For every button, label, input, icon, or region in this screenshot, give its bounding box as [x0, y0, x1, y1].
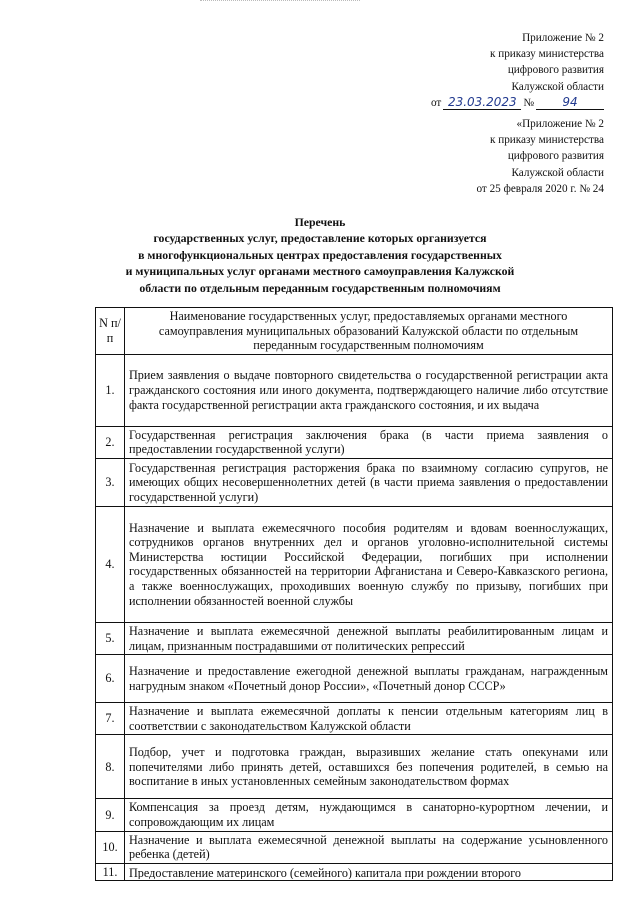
row-service: Компенсация за проезд детям, нуждающимся в санаторно-курортном лечении, и сопровождающим их лицам: [125, 799, 613, 831]
table-row: [96, 831, 613, 863]
table-row: [96, 354, 613, 426]
row-service: [125, 863, 613, 881]
previous-order-block: [392, 116, 604, 197]
row-service: Государственная регистрация заключения брака (в части приема заявления о предоставлении государственной услуги): [125, 426, 613, 458]
order-line: цифрового развития: [507, 150, 604, 163]
row-service: Прием заявления о выдаче повторного свидетельства о государственной регистрации акта гражданского состояния или иного документа, подтверждающего наличие либо отсутствие факта государственной регистрации акта гражданского состояния, и их выдача: [125, 354, 613, 426]
table-row: [96, 735, 613, 799]
table-row: [96, 655, 613, 703]
order-line: цифрового развития: [507, 64, 604, 77]
date-prefix: от: [430, 96, 442, 109]
row-service-text: Предоставление материнского (семейного) капитала при рождении второго: [129, 865, 521, 879]
row-number: 1.: [96, 354, 125, 426]
table-header-row: [96, 308, 613, 355]
order-date-number-line: [392, 95, 604, 111]
row-number: 9.: [96, 799, 125, 831]
title-line: области по отдельным переданным государственным полномочиям: [139, 280, 501, 295]
number-label: №: [523, 96, 534, 109]
row-number: 4.: [96, 506, 125, 622]
order-line: к приказу министерства: [489, 48, 604, 61]
header-number: N п/п: [96, 308, 125, 355]
row-number: 2.: [96, 426, 125, 458]
row-number: 10.: [96, 831, 125, 863]
order-line: Приложение № 2: [522, 32, 604, 44]
table-row: [96, 863, 613, 881]
row-number: 3.: [96, 458, 125, 506]
row-service: Назначение и выплата ежемесячного пособия родителям и вдовам военнослужащих, сотрудников органов внутренних дел и органов уголовно-исполнительной системы Министерства юстиции Российской Федерации, погибших при исполнении государственных обязанностей на территории Афганистана и Северо-Кавказского региона, а также военнослужащих, проходивших военную службу по призыву, погибших при исполнении обязанностей военной службы: [125, 506, 613, 622]
row-number: 11.: [96, 863, 125, 881]
row-service: Назначение и выплата ежемесячной доплаты к пенсии отдельным категориям лиц в соответствии с законодательством Калужской области: [125, 703, 613, 735]
order-line: «Приложение № 2: [516, 118, 604, 130]
table-row: [96, 799, 613, 831]
order-line: Калужской области: [511, 80, 604, 93]
current-order-block: [392, 30, 604, 111]
row-service: Назначение и выплата ежемесячной денежной выплаты реабилитированным лицам и лицам, признанным пострадавшими от политических репрессий: [125, 622, 613, 654]
row-service: Подбор, учет и подготовка граждан, выразивших желание стать опекунами или попечителями либо принять детей, оставшихся без попечения родителей, в семью на воспитание в иных установленных семейным законодательством формах: [125, 735, 613, 799]
table-row: [96, 703, 613, 735]
services-table: [95, 307, 613, 881]
row-number: 6.: [96, 655, 125, 703]
header-service-name: Наименование государственных услуг, предоставляемых органами местного самоуправления муниципальных образований Калужской области по отдельным переданным государственным полномочиям: [125, 308, 613, 355]
table-row: [96, 458, 613, 506]
order-line: от 25 февраля 2020 г. № 24: [476, 182, 604, 195]
title-line: и муниципальных услуг органами местного самоуправления Калужской: [125, 264, 515, 279]
scan-edge-mark: [200, 0, 360, 4]
row-service: Назначение и выплата ежемесячной денежной выплаты на содержание усыновленного ребенка (детей): [125, 831, 613, 863]
row-service: Государственная регистрация расторжения брака по взаимному согласию супругов, не имеющих общих несовершеннолетних детей (в части приема заявления о предоставлении государственной услуги): [125, 458, 613, 506]
order-line: к приказу министерства: [489, 134, 604, 147]
row-number: 7.: [96, 703, 125, 735]
handwritten-date: 23.03.2023: [443, 96, 521, 110]
table-row: [96, 426, 613, 458]
row-number: 8.: [96, 735, 125, 799]
row-service: Назначение и предоставление ежегодной денежной выплаты гражданам, награжденным нагрудным знаком «Почетный донор России», «Почетный донор СССР»: [125, 655, 613, 703]
document-title: [90, 214, 550, 296]
title-line: в многофункциональных центрах предоставления государственных: [138, 247, 502, 262]
table-row: [96, 506, 613, 622]
title-line: Перечень: [294, 215, 346, 229]
title-line: государственных услуг, предоставление которых организуется: [153, 231, 487, 246]
handwritten-number: 94: [536, 96, 604, 110]
order-line: Калужской области: [511, 166, 604, 179]
table-row: [96, 622, 613, 654]
row-number: 5.: [96, 622, 125, 654]
